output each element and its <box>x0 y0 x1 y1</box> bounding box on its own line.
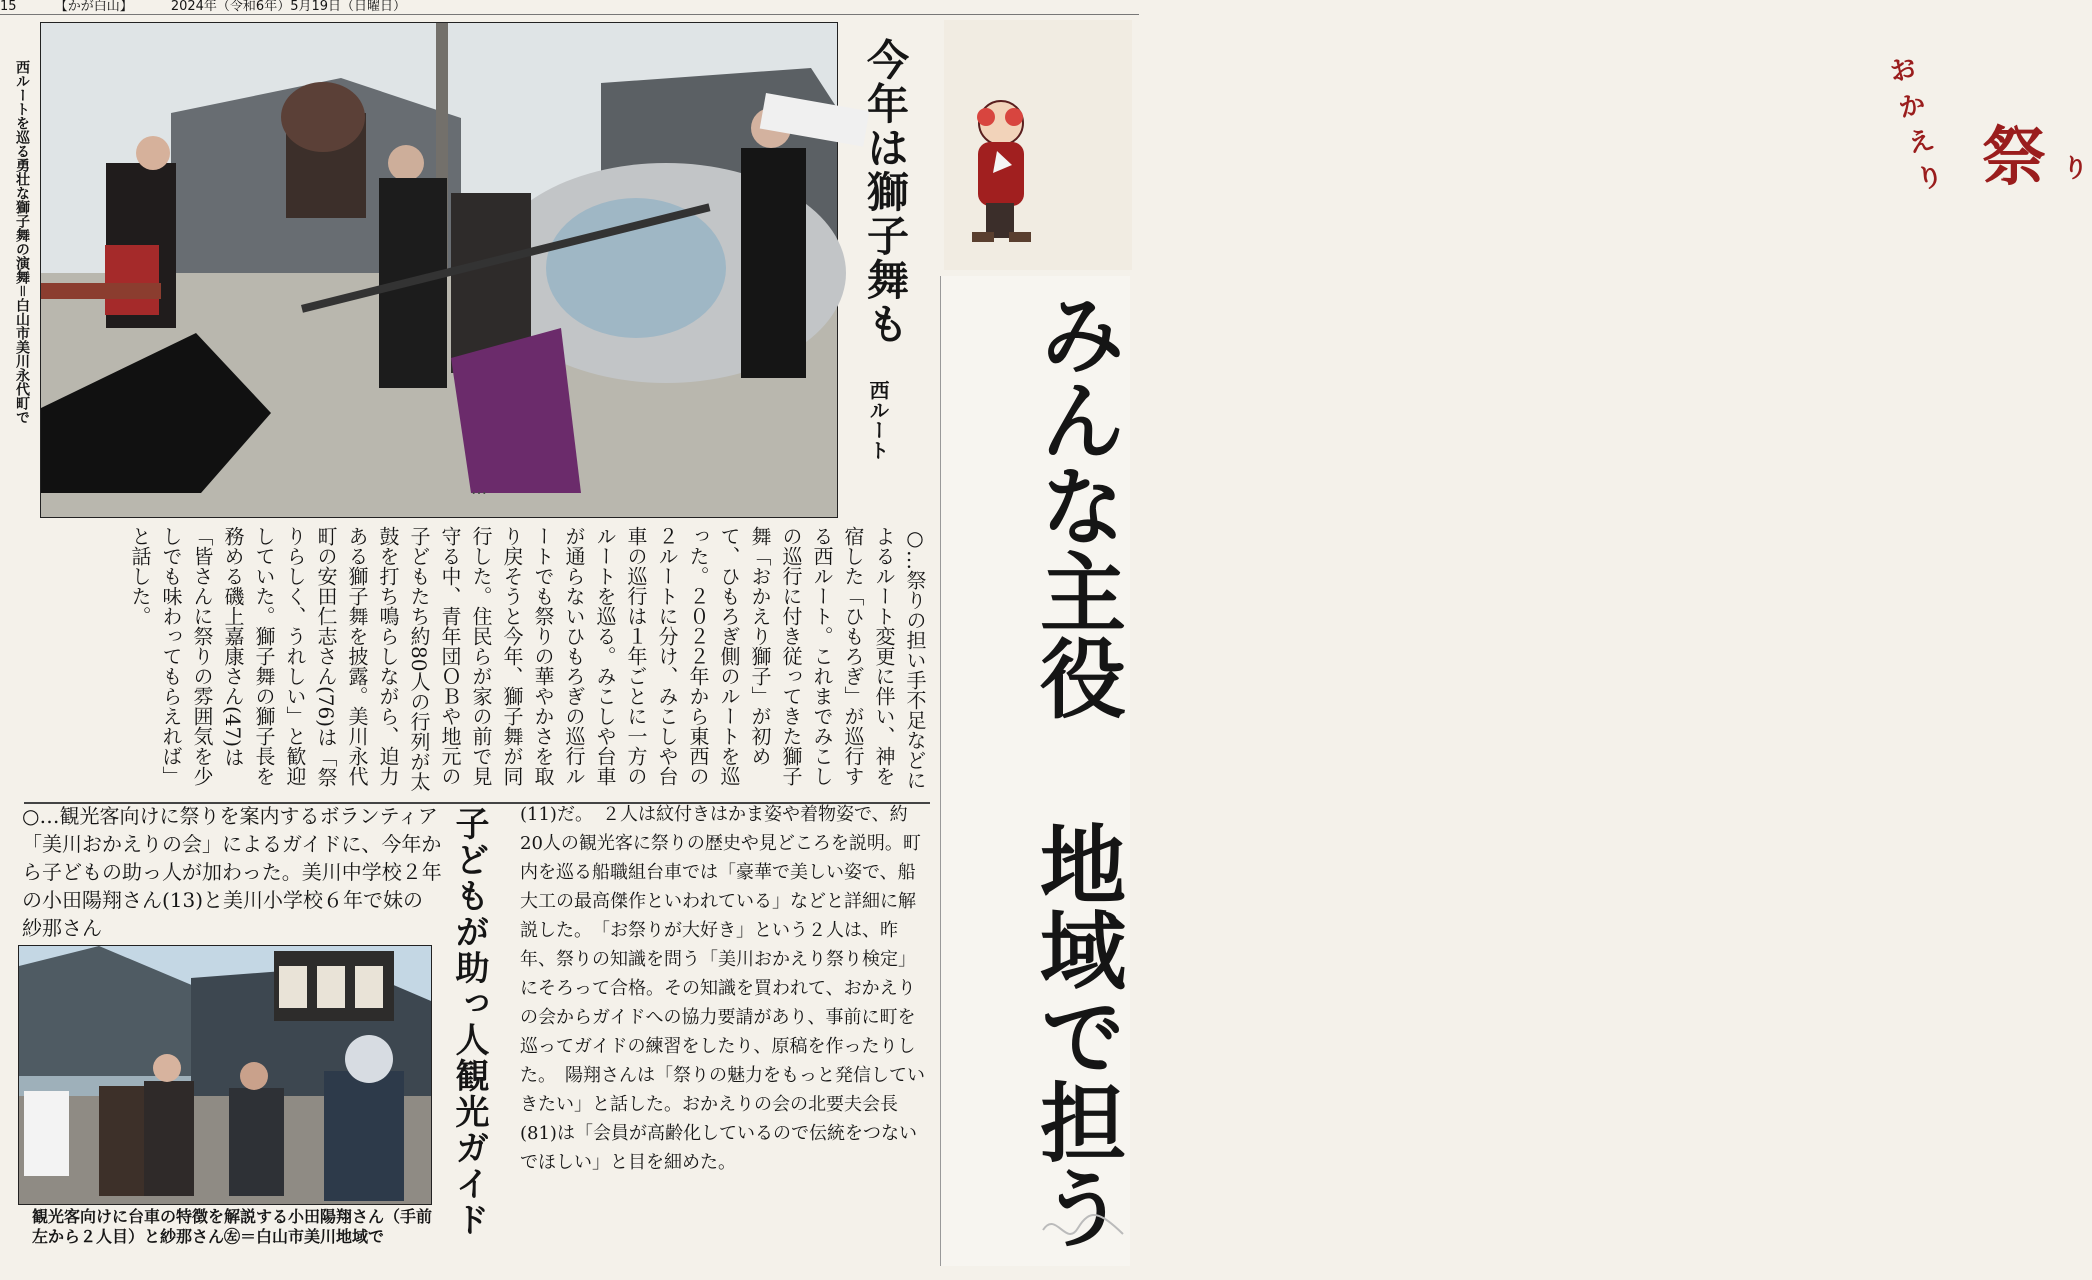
badge-text-ri: り <box>2058 154 2088 180</box>
page-header <box>0 0 1139 15</box>
edition-name: 【かが白山】 <box>54 0 133 14</box>
lion-dance-illustration <box>41 23 837 517</box>
article2-body: (11)だ。 ２人は紋付きはかま姿や着物姿で、約20人の観光客に祭りの歴史や見どころを説明。町内を巡る船職組台車では「豪華で美しい姿で、船大工の最高傑作といわれている」などと詳細に解説した。 「お祭りが大好き」という２人は、昨年、祭りの知識を問う「美川おかえり祭り検定」にそろって合格。その知識を買われて、おかえりの会からガイドへの協力要請があり、事前に町を巡ってガイドの練習をしたり、原稿を作ったりした。 陽翔さんは「祭りの魅力をもっと発信していきたい」と話した。おかえりの会の北要夫会長(81)は「会員が高齢化しているので伝統をつないでほしい」と目を細めた。 <box>520 804 925 1173</box>
festival-logo <box>944 20 1132 270</box>
faint-signature-mark <box>1038 1200 1128 1256</box>
page-number: 15 <box>0 0 17 14</box>
guide-photo <box>18 945 432 1205</box>
article1-subhead: 西ルート <box>866 380 890 460</box>
main-headline: みんな主役 地域で担う <box>940 276 1130 1266</box>
photo2-caption: 観光客向けに台車の特徴を解説する小田陽翔さん（手前左から２人目）と紗那さん㊧＝白山市美川地域で <box>32 1207 433 1246</box>
badge-text-okaeri: おかえり <box>1886 52 1947 196</box>
issue-date: 2024年（令和6年）5月19日（日曜日） <box>170 0 407 14</box>
article1-body: ○…祭りの担い手不足などによるルート変更に伴い、神を宿した「ひもろぎ」が巡行する西ルート。これまでみこしの巡行に付き従ってきた獅子舞「おかえり獅子」が初めて、ひもろぎ側のルートを巡った。２０２２年から東西の２ルートに分け、みこしや台車の巡行は１年ごとに一方のルートを巡る。みこしや台車が通らないひもろぎの巡行ルートでも祭りの華やかさを取り戻そうと今年、獅子舞が同行した。住民らが家の前で見守る中、青年団ＯＢや地元の子どもたち約80人の行列が太鼓を打ち鳴らしながら、迫力ある獅子舞を披露。美川永代町の安田仁志さん(76)は「祭りらしく、うれしい」と歓迎していた。獅子舞の獅子長を務める磯上嘉康さん(47)は「皆さんに祭りの雰囲気を少しでも味わってもらえれば」と話した。 <box>128 526 927 792</box>
photo1-caption: 西ルートを巡る勇壮な獅子舞の演舞＝白山市美川永代町で <box>14 60 30 424</box>
article1-headline: 今年は獅子舞も <box>861 38 910 346</box>
signature-scribble <box>1038 1200 1128 1256</box>
festival-logo-badge <box>944 20 2088 270</box>
lion-dance-photo <box>40 22 838 518</box>
guide-illustration <box>19 946 431 1204</box>
badge-text-matsu: 祭 <box>1982 120 2046 195</box>
article2-headline: 子どもが助っ人観光ガイド <box>449 806 489 1238</box>
article2-lead: ○…観光客向けに祭りを案内するボランティア「美川おかえりの会」によるガイドに、今年から子どもの助っ人が加わった。美川中学校２年の小田陽翔さん(13)と美川小学校６年で妹の紗那さん <box>22 804 442 940</box>
svg-text:⋯: ⋯ <box>471 483 487 502</box>
